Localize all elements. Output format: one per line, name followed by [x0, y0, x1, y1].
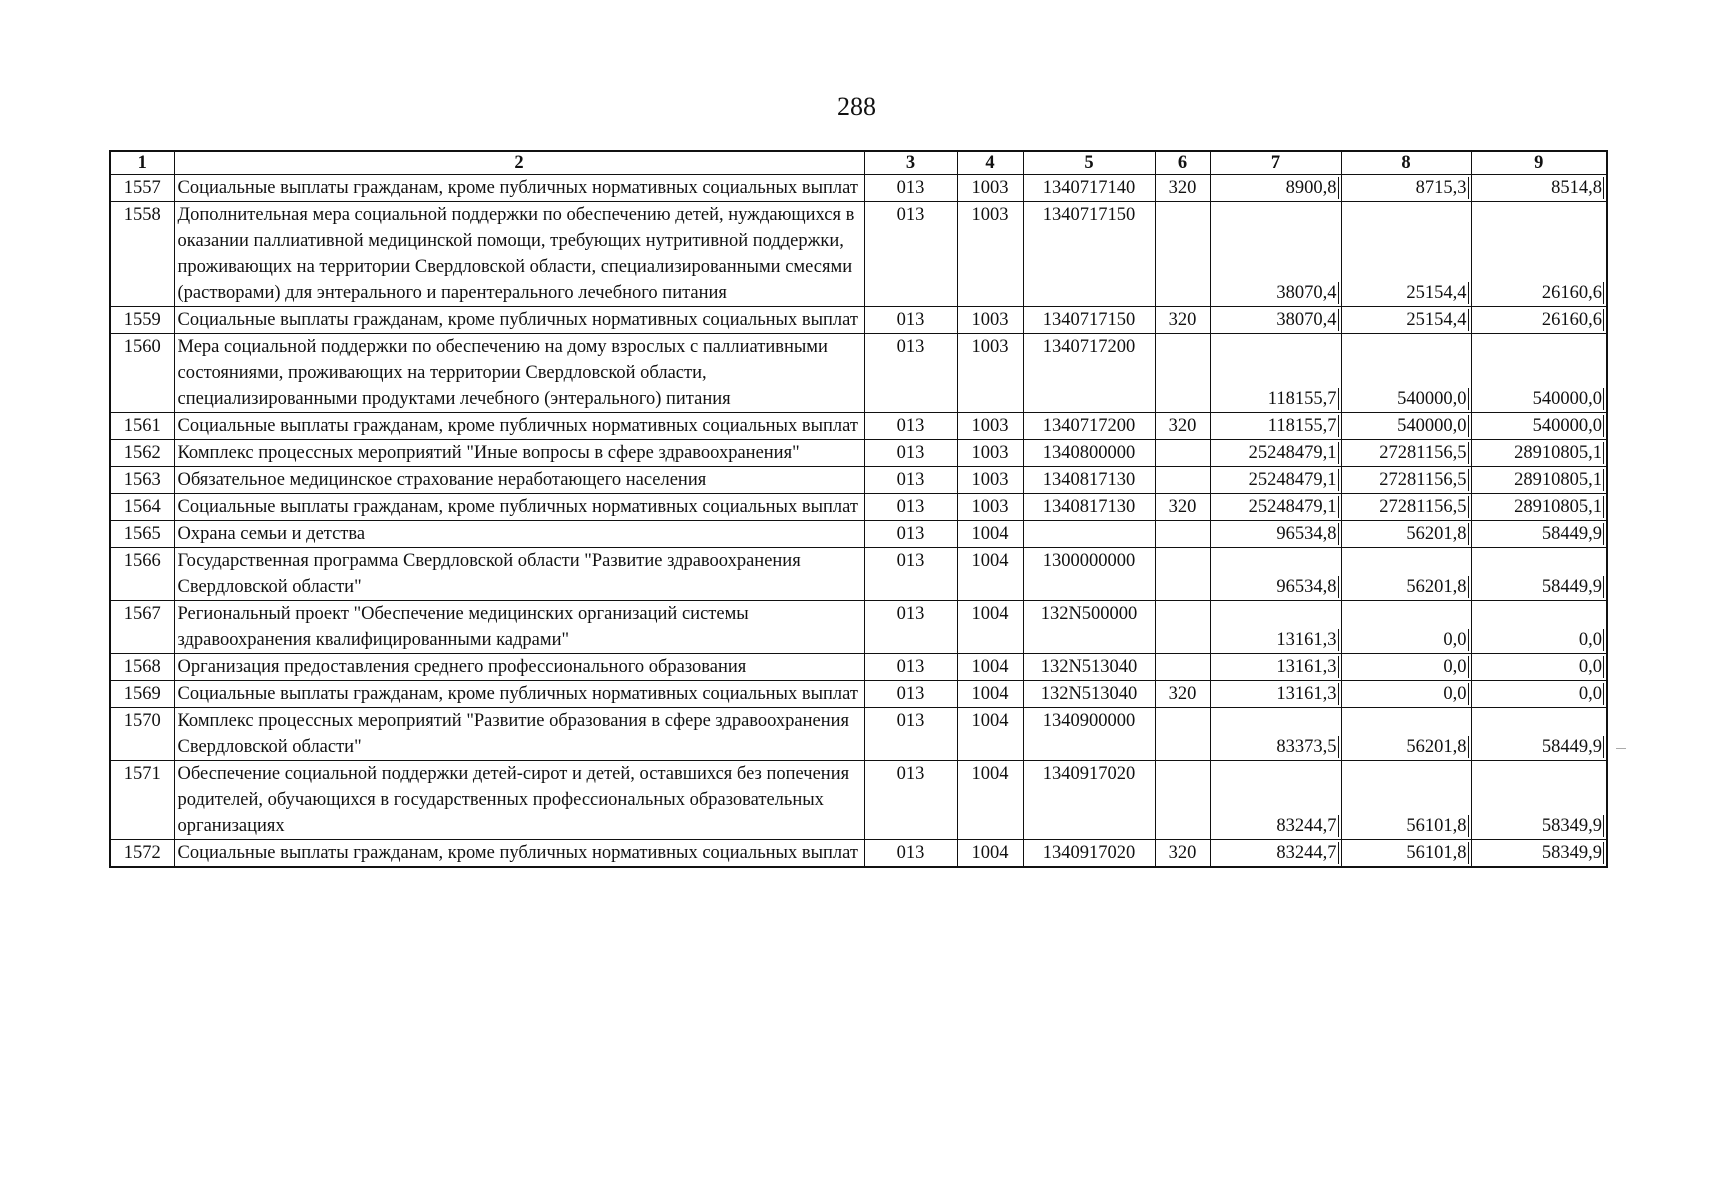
row-number: 1559 [110, 307, 174, 334]
amount-year-2-value: 27281156,5 [1379, 443, 1467, 463]
row-number: 1566 [110, 548, 174, 601]
row-description: Комплекс процессных мероприятий "Иные вопросы в сфере здравоохранения" [174, 440, 864, 467]
target-article-code: 1340717140 [1023, 175, 1155, 202]
row-description: Социальные выплаты гражданам, кроме публичных нормативных социальных выплат [174, 175, 864, 202]
amount-year-3-value: 58449,9 [1541, 737, 1602, 757]
amount-year-2-value: 0,0 [1443, 684, 1467, 704]
expense-type-code: 320 [1155, 681, 1210, 708]
amount-year-3 [1471, 840, 1607, 868]
amount-year-3 [1471, 548, 1607, 601]
row-description: Государственная программа Свердловской области "Развитие здравоохранения Свердловской области" [174, 548, 864, 601]
amount-year-1-value: 83244,7 [1276, 816, 1337, 836]
header-row [110, 151, 1607, 175]
table-row [110, 521, 1607, 548]
target-article-code: 1300000000 [1023, 548, 1155, 601]
column-header: 4 [957, 151, 1023, 175]
amount-year-3-value: 28910805,1 [1514, 470, 1602, 490]
row-number: 1564 [110, 494, 174, 521]
amount-year-1-value: 25248479,1 [1248, 470, 1337, 490]
section-code: 1004 [957, 654, 1023, 681]
section-code: 1003 [957, 307, 1023, 334]
amount-year-1-value: 83244,7 [1276, 843, 1337, 863]
row-description: Социальные выплаты гражданам, кроме публичных нормативных социальных выплат [174, 681, 864, 708]
amount-year-2 [1341, 601, 1471, 654]
row-number: 1567 [110, 601, 174, 654]
amount-year-2-value: 0,0 [1443, 630, 1467, 650]
scan-mark [1616, 748, 1626, 749]
section-code: 1004 [957, 708, 1023, 761]
amount-year-1-value: 96534,8 [1276, 524, 1337, 544]
amount-year-3-value: 8514,8 [1551, 178, 1602, 198]
ministry-code: 013 [864, 548, 957, 601]
target-article-code: 1340717200 [1023, 334, 1155, 413]
amount-year-3-value: 540000,0 [1532, 416, 1602, 436]
amount-year-1-value: 38070,4 [1276, 283, 1337, 303]
expense-type-code: 320 [1155, 494, 1210, 521]
ministry-code: 013 [864, 440, 957, 467]
expense-type-code [1155, 202, 1210, 307]
expense-type-code [1155, 654, 1210, 681]
amount-year-2-value: 0,0 [1443, 657, 1467, 677]
table-row [110, 307, 1607, 334]
row-number: 1570 [110, 708, 174, 761]
table-row [110, 601, 1607, 654]
amount-year-3 [1471, 681, 1607, 708]
amount-year-3 [1471, 202, 1607, 307]
amount-year-2 [1341, 440, 1471, 467]
target-article-code: 132N513040 [1023, 654, 1155, 681]
expense-type-code [1155, 521, 1210, 548]
amount-year-3-value: 0,0 [1578, 657, 1602, 677]
ministry-code: 013 [864, 175, 957, 202]
amount-year-2-value: 540000,0 [1397, 416, 1467, 436]
column-header: 6 [1155, 151, 1210, 175]
amount-year-3 [1471, 413, 1607, 440]
ministry-code: 013 [864, 307, 957, 334]
row-description: Обеспечение социальной поддержки детей-сирот и детей, оставшихся без попечения родителей, обучающихся в государственных профессиональных образовательных организациях [174, 761, 864, 840]
section-code: 1003 [957, 334, 1023, 413]
amount-year-3 [1471, 440, 1607, 467]
amount-year-2 [1341, 840, 1471, 868]
amount-year-2-value: 27281156,5 [1379, 470, 1467, 490]
amount-year-1 [1210, 601, 1341, 654]
section-code: 1003 [957, 202, 1023, 307]
budget-table [109, 150, 1608, 868]
amount-year-1-value: 96534,8 [1276, 577, 1337, 597]
row-number: 1563 [110, 467, 174, 494]
row-number: 1562 [110, 440, 174, 467]
amount-year-3 [1471, 467, 1607, 494]
amount-year-1 [1210, 681, 1341, 708]
row-number: 1557 [110, 175, 174, 202]
row-number: 1561 [110, 413, 174, 440]
target-article-code: 1340717150 [1023, 307, 1155, 334]
row-number: 1565 [110, 521, 174, 548]
column-header: 5 [1023, 151, 1155, 175]
amount-year-2-value: 56101,8 [1406, 843, 1467, 863]
column-header: 7 [1210, 151, 1341, 175]
target-article-code: 1340900000 [1023, 708, 1155, 761]
amount-year-3 [1471, 175, 1607, 202]
table-row [110, 548, 1607, 601]
amount-year-1-value: 13161,3 [1276, 657, 1337, 677]
amount-year-2 [1341, 494, 1471, 521]
section-code: 1003 [957, 494, 1023, 521]
amount-year-2-value: 56201,8 [1406, 524, 1467, 544]
expense-type-code [1155, 334, 1210, 413]
target-article-code: 1340717200 [1023, 413, 1155, 440]
row-description: Социальные выплаты гражданам, кроме публичных нормативных социальных выплат [174, 413, 864, 440]
page-number: 288 [837, 92, 876, 121]
row-number: 1560 [110, 334, 174, 413]
amount-year-3-value: 0,0 [1578, 684, 1602, 704]
row-number: 1572 [110, 840, 174, 868]
amount-year-1-value: 25248479,1 [1248, 497, 1337, 517]
target-article-code: 1340800000 [1023, 440, 1155, 467]
amount-year-2-value: 25154,4 [1406, 283, 1467, 303]
amount-year-2 [1341, 413, 1471, 440]
amount-year-1 [1210, 202, 1341, 307]
amount-year-3-value: 26160,6 [1541, 283, 1602, 303]
table-row [110, 681, 1607, 708]
ministry-code: 013 [864, 202, 957, 307]
section-code: 1003 [957, 175, 1023, 202]
amount-year-1 [1210, 440, 1341, 467]
target-article-code: 1340817130 [1023, 494, 1155, 521]
table-row [110, 440, 1607, 467]
ministry-code: 013 [864, 601, 957, 654]
amount-year-3-value: 0,0 [1578, 630, 1602, 650]
amount-year-3-value: 58449,9 [1541, 577, 1602, 597]
amount-year-2-value: 540000,0 [1397, 389, 1467, 409]
amount-year-3-value: 28910805,1 [1514, 497, 1602, 517]
ministry-code: 013 [864, 840, 957, 868]
amount-year-1-value: 83373,5 [1276, 737, 1337, 757]
amount-year-3-value: 58449,9 [1541, 524, 1602, 544]
target-article-code: 1340717150 [1023, 202, 1155, 307]
target-article-code: 1340817130 [1023, 467, 1155, 494]
section-code: 1004 [957, 681, 1023, 708]
row-number: 1558 [110, 202, 174, 307]
amount-year-1 [1210, 307, 1341, 334]
amount-year-1 [1210, 175, 1341, 202]
column-header: 1 [110, 151, 174, 175]
table-row [110, 202, 1607, 307]
amount-year-1 [1210, 334, 1341, 413]
target-article-code: 132N513040 [1023, 681, 1155, 708]
amount-year-3-value: 26160,6 [1541, 310, 1602, 330]
amount-year-3 [1471, 494, 1607, 521]
section-code: 1003 [957, 440, 1023, 467]
amount-year-2 [1341, 467, 1471, 494]
amount-year-2 [1341, 334, 1471, 413]
row-number: 1568 [110, 654, 174, 681]
amount-year-1 [1210, 413, 1341, 440]
row-description: Социальные выплаты гражданам, кроме публичных нормативных социальных выплат [174, 307, 864, 334]
amount-year-3 [1471, 521, 1607, 548]
amount-year-3 [1471, 601, 1607, 654]
section-code: 1004 [957, 521, 1023, 548]
expense-type-code: 320 [1155, 840, 1210, 868]
expense-type-code [1155, 548, 1210, 601]
ministry-code: 013 [864, 761, 957, 840]
amount-year-1-value: 13161,3 [1276, 684, 1337, 704]
expense-type-code: 320 [1155, 307, 1210, 334]
amount-year-2 [1341, 681, 1471, 708]
amount-year-3 [1471, 654, 1607, 681]
amount-year-1 [1210, 521, 1341, 548]
amount-year-3-value: 28910805,1 [1514, 443, 1602, 463]
amount-year-2 [1341, 307, 1471, 334]
ministry-code: 013 [864, 494, 957, 521]
amount-year-1 [1210, 548, 1341, 601]
amount-year-2 [1341, 548, 1471, 601]
column-header: 2 [174, 151, 864, 175]
amount-year-3 [1471, 761, 1607, 840]
amount-year-1-value: 38070,4 [1276, 310, 1337, 330]
amount-year-1 [1210, 708, 1341, 761]
column-header: 9 [1471, 151, 1607, 175]
amount-year-2-value: 27281156,5 [1379, 497, 1467, 517]
expense-type-code [1155, 467, 1210, 494]
target-article-code: 1340917020 [1023, 840, 1155, 868]
section-code: 1004 [957, 548, 1023, 601]
section-code: 1003 [957, 467, 1023, 494]
row-description: Социальные выплаты гражданам, кроме публичных нормативных социальных выплат [174, 840, 864, 868]
table-row [110, 494, 1607, 521]
amount-year-1-value: 118155,7 [1267, 416, 1337, 436]
amount-year-1-value: 25248479,1 [1248, 443, 1337, 463]
amount-year-1-value: 8900,8 [1285, 178, 1337, 198]
column-header: 3 [864, 151, 957, 175]
amount-year-3-value: 540000,0 [1532, 389, 1602, 409]
table-row [110, 334, 1607, 413]
amount-year-2 [1341, 654, 1471, 681]
amount-year-1 [1210, 467, 1341, 494]
expense-type-code: 320 [1155, 175, 1210, 202]
target-article-code [1023, 521, 1155, 548]
row-description: Социальные выплаты гражданам, кроме публичных нормативных социальных выплат [174, 494, 864, 521]
target-article-code: 132N500000 [1023, 601, 1155, 654]
amount-year-2-value: 56101,8 [1406, 816, 1467, 836]
section-code: 1003 [957, 413, 1023, 440]
amount-year-2 [1341, 175, 1471, 202]
amount-year-2 [1341, 521, 1471, 548]
expense-type-code [1155, 708, 1210, 761]
amount-year-2-value: 56201,8 [1406, 577, 1467, 597]
amount-year-1 [1210, 840, 1341, 868]
ministry-code: 013 [864, 413, 957, 440]
amount-year-3 [1471, 334, 1607, 413]
amount-year-2 [1341, 761, 1471, 840]
row-description: Обязательное медицинское страхование неработающего населения [174, 467, 864, 494]
expense-type-code [1155, 761, 1210, 840]
amount-year-2-value: 8715,3 [1415, 178, 1467, 198]
ministry-code: 013 [864, 681, 957, 708]
ministry-code: 013 [864, 654, 957, 681]
row-description: Комплекс процессных мероприятий "Развитие образования в сфере здравоохранения Свердловской области" [174, 708, 864, 761]
section-code: 1004 [957, 840, 1023, 868]
ministry-code: 013 [864, 467, 957, 494]
row-description: Мера социальной поддержки по обеспечению на дому взрослых с паллиативными состояниями, проживающих на территории Свердловской области, специализированными продуктами лечебного (энтерального) питания [174, 334, 864, 413]
amount-year-3 [1471, 307, 1607, 334]
amount-year-2 [1341, 202, 1471, 307]
table-row [110, 708, 1607, 761]
expense-type-code [1155, 440, 1210, 467]
amount-year-2 [1341, 708, 1471, 761]
row-description: Региональный проект "Обеспечение медицинских организаций системы здравоохранения квалифицированными кадрами" [174, 601, 864, 654]
table-row [110, 654, 1607, 681]
table-row [110, 413, 1607, 440]
amount-year-1 [1210, 761, 1341, 840]
amount-year-3-value: 58349,9 [1541, 843, 1602, 863]
row-number: 1569 [110, 681, 174, 708]
amount-year-1 [1210, 494, 1341, 521]
row-number: 1571 [110, 761, 174, 840]
row-description: Дополнительная мера социальной поддержки по обеспечению детей, нуждающихся в оказании паллиативной медицинской помощи, требующих нутритивной поддержки, проживающих на территории Свердловской области, специализированными смесями (растворами) для энтерального и парентерального лечебного питания [174, 202, 864, 307]
amount-year-3 [1471, 708, 1607, 761]
amount-year-1-value: 118155,7 [1267, 389, 1337, 409]
amount-year-1 [1210, 654, 1341, 681]
section-code: 1004 [957, 601, 1023, 654]
ministry-code: 013 [864, 708, 957, 761]
ministry-code: 013 [864, 521, 957, 548]
amount-year-1-value: 13161,3 [1276, 630, 1337, 650]
table-row [110, 467, 1607, 494]
row-description: Организация предоставления среднего профессионального образования [174, 654, 864, 681]
table-row [110, 761, 1607, 840]
target-article-code: 1340917020 [1023, 761, 1155, 840]
column-header: 8 [1341, 151, 1471, 175]
amount-year-2-value: 25154,4 [1406, 310, 1467, 330]
ministry-code: 013 [864, 334, 957, 413]
amount-year-2-value: 56201,8 [1406, 737, 1467, 757]
expense-type-code: 320 [1155, 413, 1210, 440]
section-code: 1004 [957, 761, 1023, 840]
table-row [110, 175, 1607, 202]
row-description: Охрана семьи и детства [174, 521, 864, 548]
expense-type-code [1155, 601, 1210, 654]
table-row [110, 840, 1607, 868]
amount-year-3-value: 58349,9 [1541, 816, 1602, 836]
